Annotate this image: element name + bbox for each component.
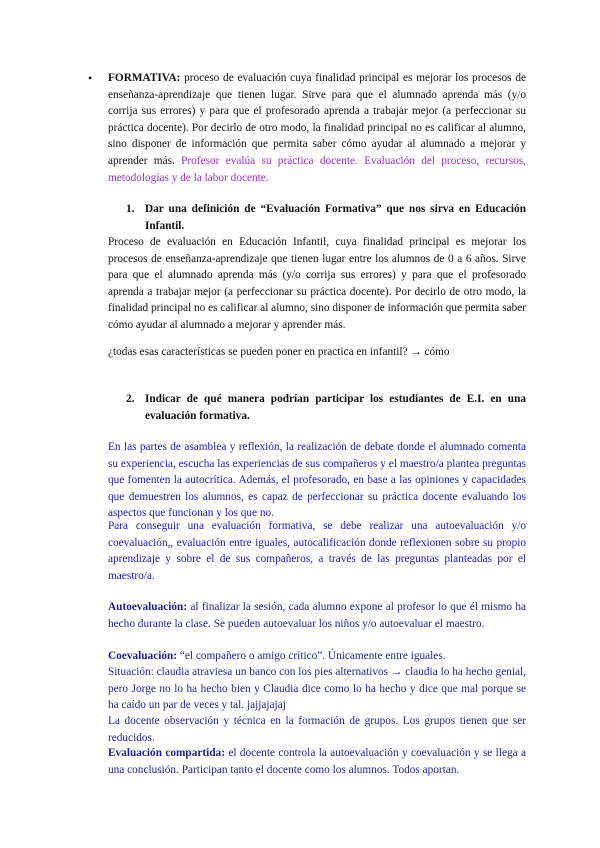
bullet-icon: • (88, 71, 93, 85)
question2-paragraph-1: En las partes de asamblea y reflexión, la realización de debate donde el alumnado comenta su experiencia, escucha las experiencias de sus compañeros y el maestro/a plantea preguntas que fomenten la autocrítica. Además, el profesorado, en base a las opiniones y capacidades que demuestren los alumnos, es capaz de perfeccionar su práctica docente evaluando los aspectos que funcionan y los que no. (108, 441, 526, 520)
question2-paragraph-2: Para conseguir una evaluación formativa, se debe realizar una autoevaluación y/o coevaluación,, evaluación entre iguales, autocalificación donde reflexionen sobre su propio aprendizaje y sobre el de sus compañeros, a través de las preguntas planteadas por el maestro/a. (108, 520, 526, 582)
question2-number: 2. (126, 393, 135, 405)
coevaluacion-text: “el compañero o amigo crítico”. Únicamente entre iguales. (177, 650, 446, 662)
formativa-note: Profesor evalúa su práctica docente. Evaluación del proceso, recursos, metodologías y de la labor docente. (108, 154, 526, 184)
evaluacion-compartida-paragraph (108, 745, 526, 778)
autoevaluacion-term: Autoevaluación: (108, 601, 188, 613)
autoevaluacion-text: al finalizar la sesión, cada alumno expone al profesor lo que él mismo ha hecho durante la clase. Se pueden autoevaluar los niños y/o autoevaluar el maestro. (108, 601, 526, 630)
question1-answer: Proceso de evaluación en Educación Infantil, cuya finalidad principal es mejorar los procesos de enseñanza-aprendizaje que tienen lugar entre los alumnos de 0 a 6 años. Sirve para que el alumnado aprenda más (y/o corrija sus errores) y para que el profesorado aprenda a trabajar mejor (a perfeccionar su práctica docente). Por decirlo de otro modo, la finalidad principal no es calificar al alumno, sino disponer de información que permita saber cómo ayudar al alumnado a mejorar y aprender más. (108, 236, 526, 331)
formativa-term: FORMATIVA: (108, 72, 181, 84)
evaluacion-compartida-text: el docente controla la autoevaluación y coevaluación y se llega a una conclusión. Participan tanto el docente como los alumnos. Todos aportan. (108, 747, 527, 776)
question1-followup: ¿todas esas características se pueden poner en practica en infantil? → cómo (108, 346, 450, 358)
question1-title: Dar una definición de “Evaluación Formativa” que nos sirva en Educación Infantil. (145, 203, 526, 232)
coevaluacion-paragraph (108, 648, 526, 665)
docente-paragraph: La docente observación y técnica en la formación de grupos. Los grupos tienen que ser reducidos. (108, 715, 526, 744)
question1-number: 1. (126, 203, 135, 215)
evaluacion-compartida-term: Evaluación compartida: (108, 747, 225, 759)
autoevaluacion-paragraph (108, 599, 526, 632)
formativa-definition: proceso de evaluación cuya finalidad principal es mejorar los procesos de enseñanza-aprendizaje que tienen lugar. Sirve para que el alumnado aprenda más (y/o corrija sus errores) y para que el profesorado aprenda a trabajar mejor (a perfeccionar su práctica docente). Por decirlo de otro modo, la finalidad principal no es calificar al alumno, sino disponer de información que permita saber cómo ayudar al alumnado a mejorar y aprender más. (108, 72, 526, 167)
situation-paragraph: Situación: claudia atraviesa un banco con los pies alternativos → claudia lo ha hecho genial, pero Jorge no lo ha hecho bien y Claudia dice como lo ha hecho y dice que mal porque se ha caído un par de veces y tal. jajjajajaj (108, 666, 526, 712)
question2-title: Indicar de qué manera podrían participar los estudiantes de E.I. en una evaluación formativa. (145, 393, 526, 422)
coevaluacion-term: Coevaluación: (108, 650, 178, 662)
formativa-paragraph (108, 70, 526, 186)
